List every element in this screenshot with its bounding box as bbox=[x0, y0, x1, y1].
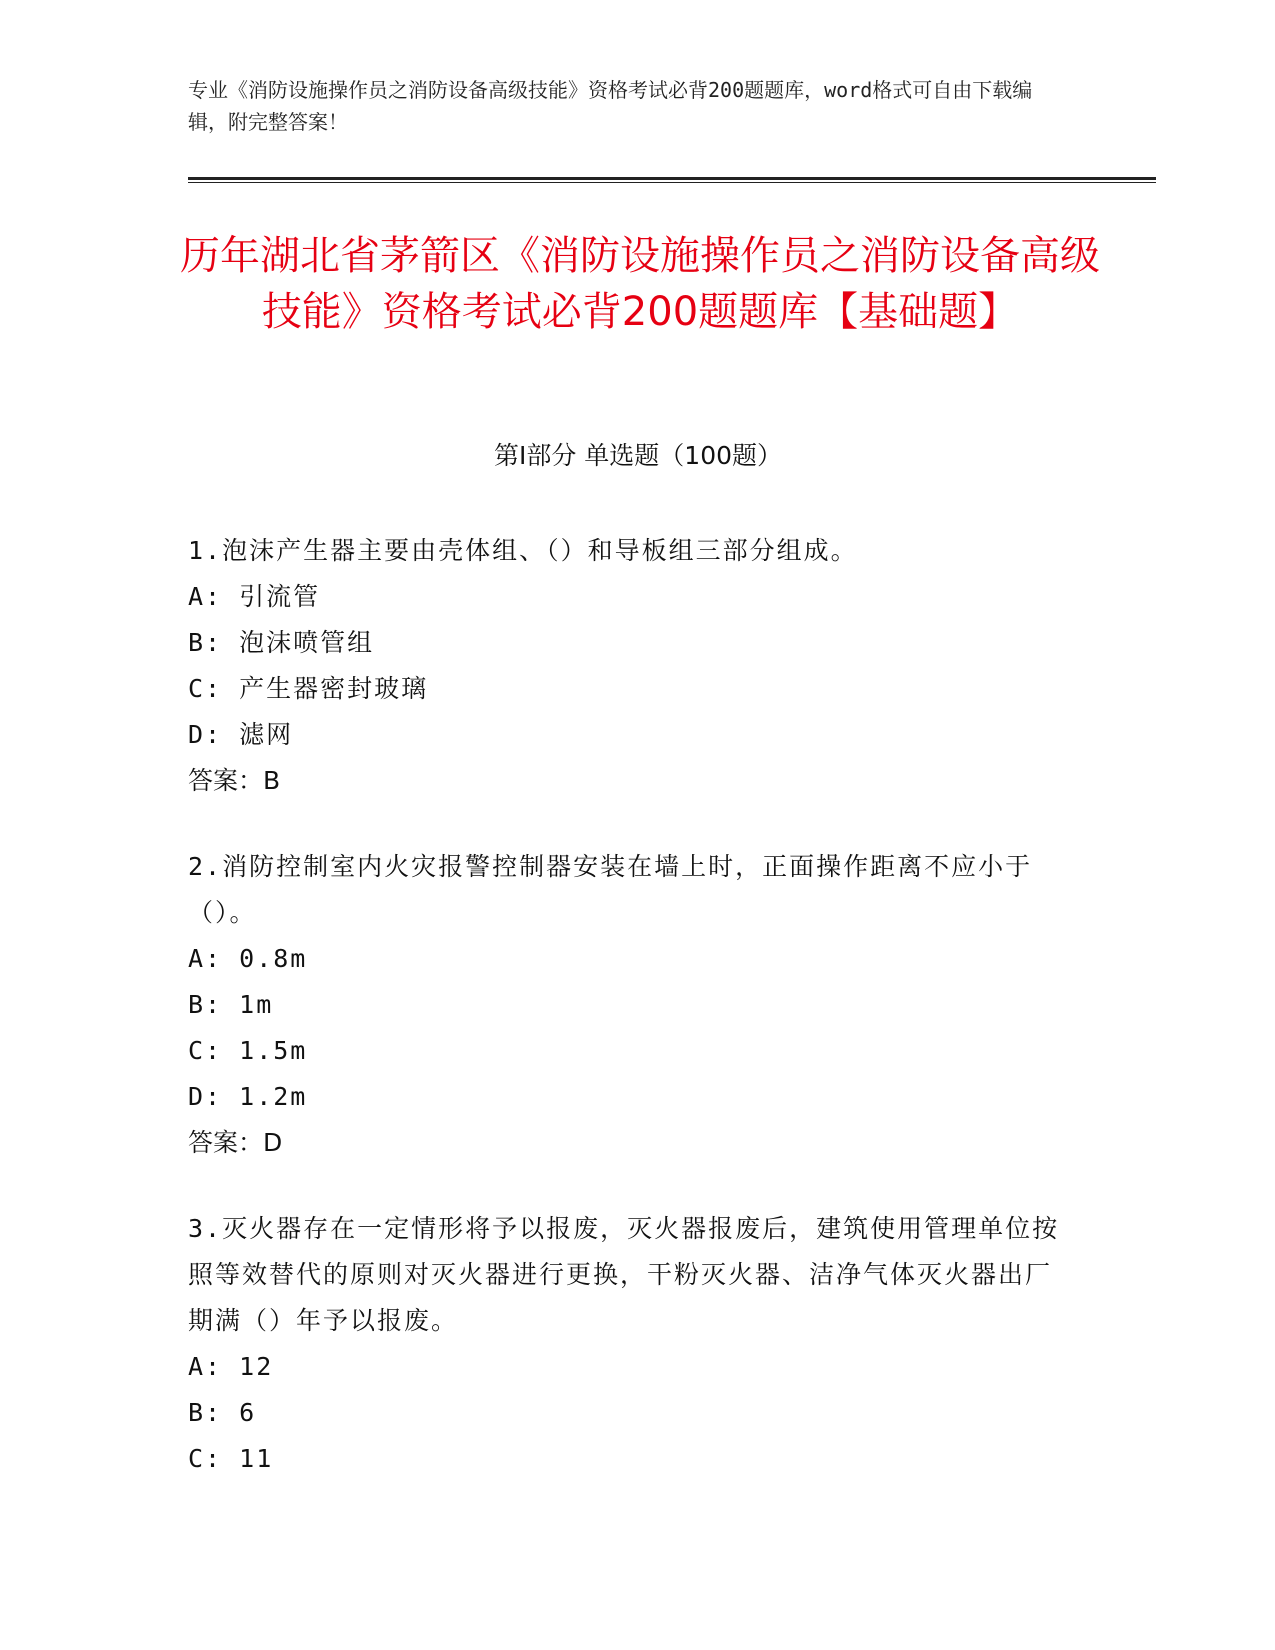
option-b: B: 泡沫喷管组 bbox=[188, 628, 375, 657]
header-divider-thin bbox=[188, 182, 1156, 183]
question-text: 2.消防控制室内火灾报警控制器安装在墙上时，正面操作距离不应小于（）。 bbox=[188, 852, 1033, 927]
option-a: A: 0.8m bbox=[188, 944, 308, 973]
answer: 答案：D bbox=[188, 1128, 283, 1157]
option-c: C: 产生器密封玻璃 bbox=[188, 674, 429, 703]
document-title: 历年湖北省茅箭区《消防设施操作员之消防设备高级技能》资格考试必背200题题库【基础题】 bbox=[180, 233, 1100, 335]
section-heading: 第I部分 单选题（100题） bbox=[493, 441, 783, 470]
option-d: D: 1.2m bbox=[188, 1082, 308, 1111]
option-a: A: 12 bbox=[188, 1352, 274, 1381]
option-b: B: 1m bbox=[188, 990, 274, 1019]
option-d: D: 滤网 bbox=[188, 720, 294, 749]
question-1 bbox=[188, 528, 1068, 804]
header-divider-thick bbox=[188, 177, 1156, 180]
option-c: C: 11 bbox=[188, 1444, 274, 1473]
question-2 bbox=[188, 844, 1068, 1166]
answer: 答案：B bbox=[188, 766, 281, 795]
question-text: 1.泡沫产生器主要由壳体组、（）和导板组三部分组成。 bbox=[188, 536, 858, 565]
option-a: A: 引流管 bbox=[188, 582, 321, 611]
option-c: C: 1.5m bbox=[188, 1036, 308, 1065]
question-text: 3.灭火器存在一定情形将予以报废，灭火器报废后，建筑使用管理单位按照等效替代的原则对灭火器进行更换，干粉灭火器、洁净气体灭火器出厂期满（）年予以报废。 bbox=[188, 1214, 1060, 1335]
header-note: 专业《消防设施操作员之消防设备高级技能》资格考试必背200题题库，word格式可自由下载编辑，附完整答案！ bbox=[188, 78, 1033, 134]
question-3 bbox=[188, 1206, 1068, 1482]
option-b: B: 6 bbox=[188, 1398, 257, 1427]
question-list bbox=[188, 528, 1068, 1522]
